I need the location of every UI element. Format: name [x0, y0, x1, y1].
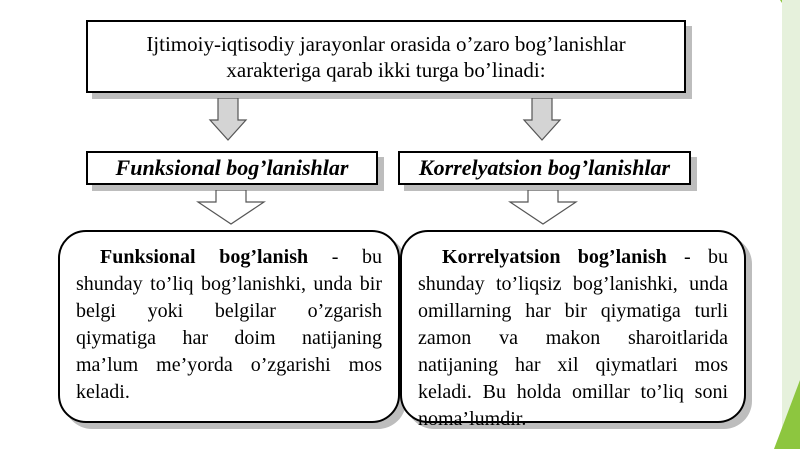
- header-line-2: xarakteriga qarab ikki turga bo’linadi:: [226, 57, 546, 82]
- down-arrow-left: [208, 98, 248, 142]
- functional-term: Funksional bog’lanish: [100, 246, 309, 268]
- functional-heading-box: [86, 151, 378, 185]
- functional-definition-box: [58, 230, 400, 423]
- correlation-definition-box: [400, 230, 746, 430]
- functional-heading: Funksional bog’lanishlar: [115, 155, 349, 180]
- header-line-1: Ijtimoiy-iqtisodiy jarayonlar orasida o’zaro bog’lanishlar: [146, 31, 626, 56]
- heading-arrow-right: [508, 190, 578, 226]
- correlation-heading-box: [398, 151, 691, 185]
- correlation-term: Korrelyatsion bog’lanish: [442, 246, 667, 268]
- correlation-definition: - bu shunday to’liqsiz bog’lanishki, unda omillarning har bir qiymatiga turli zamon va makon sharoitlarida natijaning har xil qiymatlari mos keladi. Bu holda omillar to’liq soni noma’lumdir.: [418, 246, 728, 430]
- down-arrow-right: [522, 98, 562, 142]
- classification-header-box: [86, 20, 686, 93]
- correlation-heading: Korrelyatsion bog’lanishlar: [418, 155, 671, 180]
- functional-definition: - bu shunday to’liq bog’lanishki, unda bir belgi yoki belgilar o’zgarish qiymatiga har doim natijaning ma’lum me’yorda o’zgarishi mos keladi.: [76, 246, 382, 403]
- decorative-green-corner: [760, 0, 800, 449]
- heading-arrow-left: [196, 190, 266, 226]
